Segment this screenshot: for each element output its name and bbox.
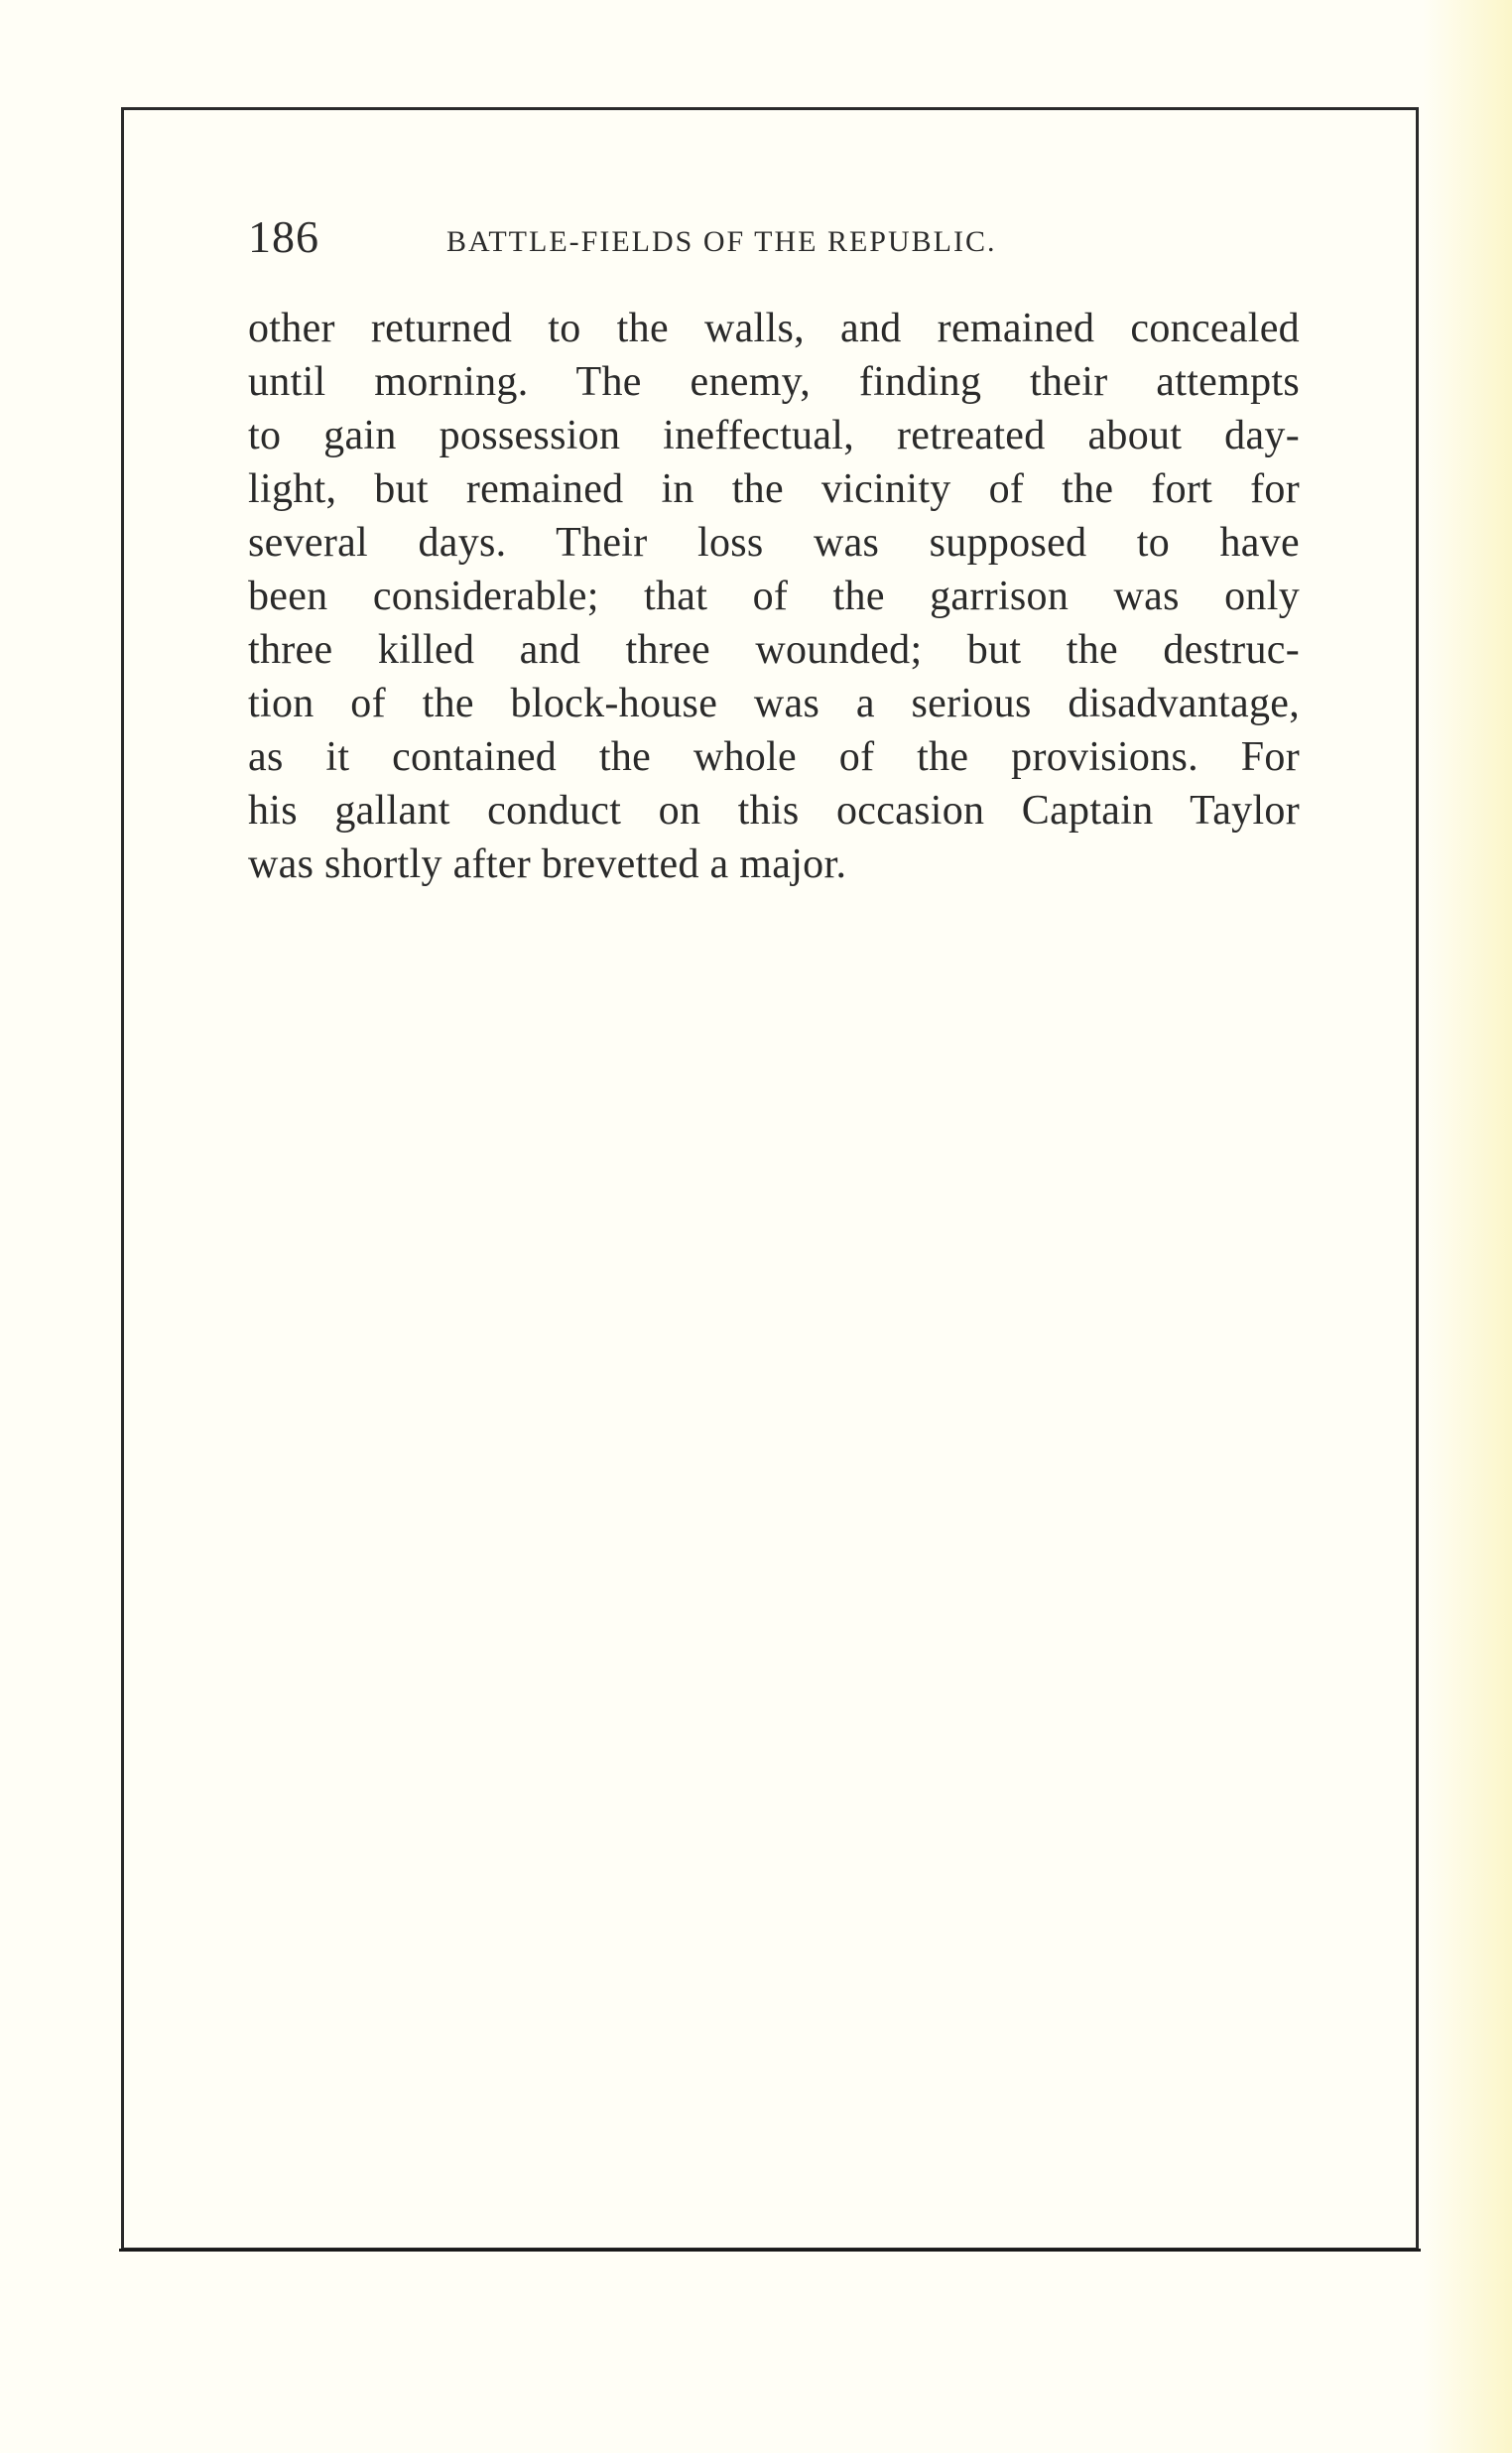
- page-header: [248, 210, 1339, 270]
- text-line: been considerable; that of the garrison was only: [248, 574, 1300, 619]
- text-line: several days. Their loss was supposed to have: [248, 520, 1300, 566]
- text-line: until morning. The enemy, finding their attempts: [248, 359, 1300, 405]
- text-line: to gain possession ineffectual, retreated about day-: [248, 413, 1300, 458]
- text-line: light, but remained in the vicinity of the fort for: [248, 466, 1300, 512]
- text-line: other returned to the walls, and remained concealed: [248, 306, 1300, 351]
- body-paragraph: [248, 302, 1300, 891]
- page-number: 186: [248, 211, 319, 262]
- page-edge-tint: [1423, 0, 1512, 2453]
- text-line: as it contained the whole of the provisions. For: [248, 734, 1300, 780]
- text-line: tion of the block-house was a serious disadvantage,: [248, 681, 1300, 726]
- text-line: three killed and three wounded; but the destruc-: [248, 627, 1300, 673]
- running-head: BATTLE-FIELDS OF THE REPUBLIC.: [446, 225, 997, 258]
- text-line: was shortly after brevetted a major.: [248, 841, 847, 887]
- page-border-bottom-rule: [119, 2249, 1421, 2252]
- text-line: his gallant conduct on this occasion Captain Taylor: [248, 788, 1300, 834]
